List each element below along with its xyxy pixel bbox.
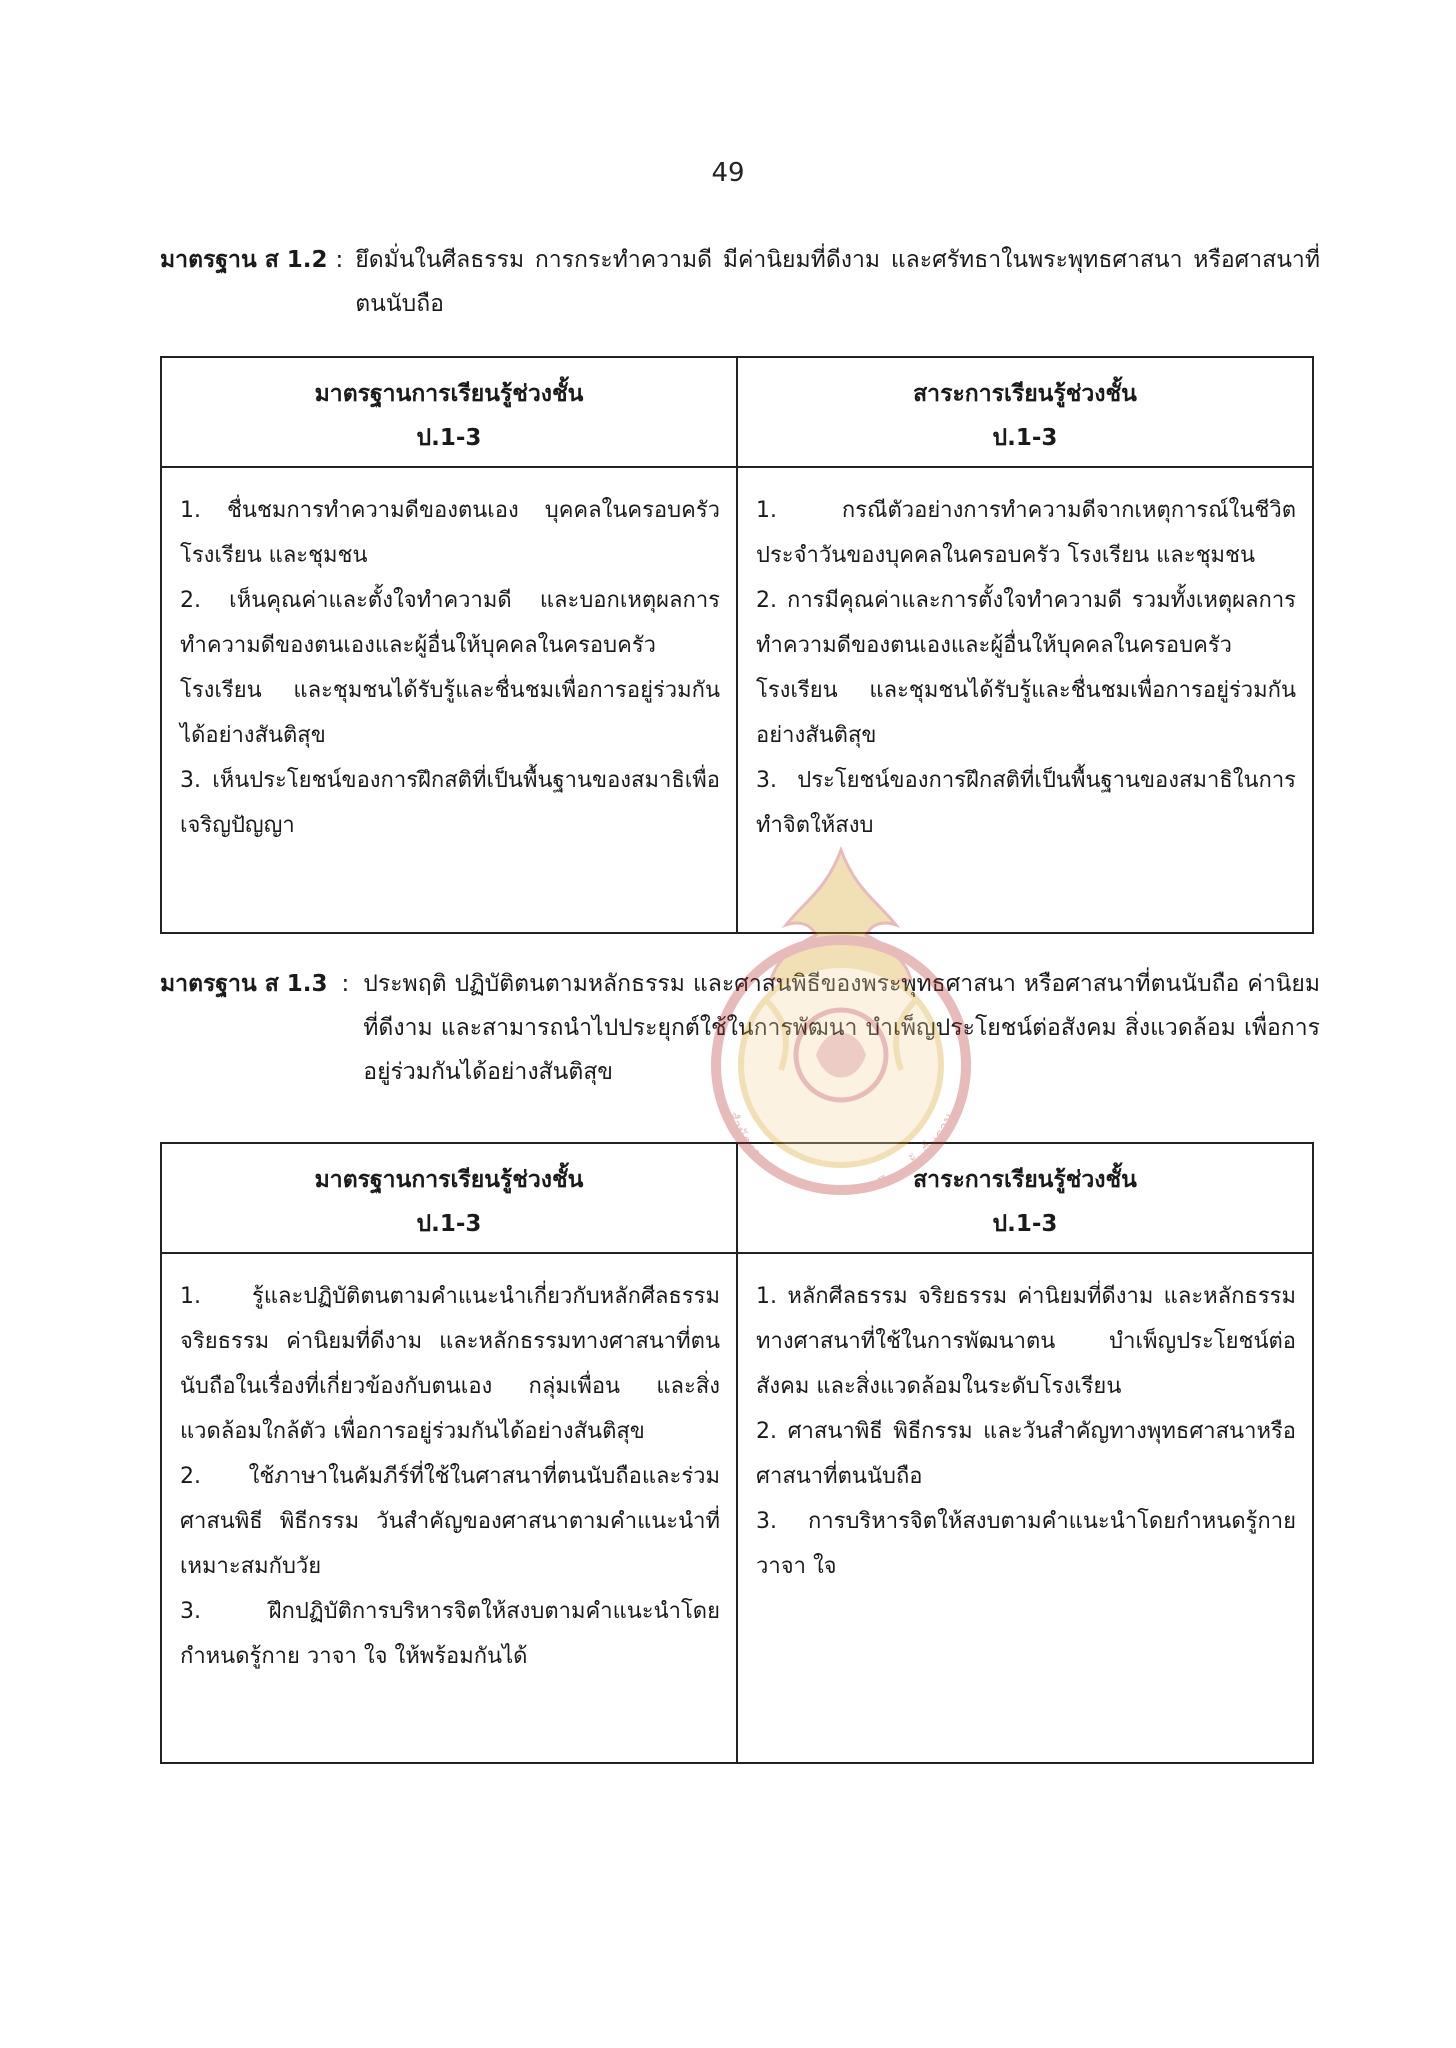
header-title: สาระการเรียนรู้ช่วงชั้น: [913, 1167, 1137, 1193]
table-header-row: [161, 1143, 1313, 1253]
header-learning-content: [737, 357, 1313, 467]
list-item: 2. การมีคุณค่าและการตั้งใจทำความดี รวมทั้งเหตุผลการทำความดีของตนเองและผู้อื่นให้บุคคลในครอบครัว โรงเรียน และชุมชนได้รับรู้และชื่นชมเพื่อการอยู่ร่วมกันอย่างสันติสุข: [756, 588, 1296, 748]
standard-label: มาตรฐาน ส 1.2: [160, 247, 328, 273]
emblem-text: สำนักงานคณะกรรมการการศึกษาขั้นพื้นฐาน: [723, 1109, 959, 1200]
header-title: มาตรฐานการเรียนรู้ช่วงชั้น: [314, 381, 584, 407]
standard-label: มาตรฐาน ส 1.3: [160, 971, 328, 997]
table-row: [161, 467, 1313, 933]
list-item: 2. ใช้ภาษาในคัมภีร์ที่ใช้ในศาสนาที่ตนนับถือและร่วมศาสนพิธี พิธีกรรม วันสำคัญของศาสนาตามคำแนะนำที่เหมาะสมกับวัย: [180, 1464, 720, 1579]
header-title: มาตรฐานการเรียนรู้ช่วงชั้น: [314, 1167, 584, 1193]
page-number: 49: [711, 158, 745, 188]
list-item: 3. การบริหารจิตให้สงบตามคำแนะนำโดยกำหนดรู้กาย วาจา ใจ: [756, 1509, 1296, 1579]
standard-colon: :: [335, 247, 344, 273]
header-learning-standard: [161, 357, 737, 467]
standard-1-2: [160, 238, 1320, 326]
header-learning-content: [737, 1143, 1313, 1253]
content-cell: [737, 467, 1313, 933]
header-grade: ป.1-3: [416, 1211, 482, 1237]
header-grade: ป.1-3: [992, 425, 1058, 451]
list-item: 1. กรณีตัวอย่างการทำความดีจากเหตุการณ์ในชีวิตประจำวันของบุคคลในครอบครัว โรงเรียน และชุมชน: [756, 498, 1296, 568]
header-grade: ป.1-3: [992, 1211, 1058, 1237]
list-item: 1. รู้และปฏิบัติตนตามคำแนะนำเกี่ยวกับหลักศีลธรรม จริยธรรม ค่านิยมที่ดีงาม และหลักธรรมทางศาสนาที่ตนนับถือในเรื่องที่เกี่ยวข้องกับตนเอง กลุ่มเพื่อน และสิ่งแวดล้อมใกล้ตัว เพื่อการอยู่ร่วมกันได้อย่างสันติสุข: [180, 1284, 720, 1444]
list-item: 2. ศาสนาพิธี พิธีกรรม และวันสำคัญทางพุทธศาสนาหรือศาสนาที่ตนนับถือ: [756, 1419, 1296, 1489]
content-cell: [737, 1253, 1313, 1763]
list-item: 2. เห็นคุณค่าและตั้งใจทำความดี และบอกเหตุผลการทำความดีของตนเองและผู้อื่นให้บุคคลในครอบครัว โรงเรียน และชุมชนได้รับรู้และชื่นชมเพื่อการอยู่ร่วมกันได้อย่างสันติสุข: [180, 588, 720, 748]
curriculum-table-1: [160, 356, 1314, 934]
list-item: 1. หลักศีลธรรม จริยธรรม ค่านิยมที่ดีงาม และหลักธรรมทางศาสนาที่ใช้ในการพัฒนาตน บำเพ็ญประโยชน์ต่อสังคม และสิ่งแวดล้อมในระดับโรงเรียน: [756, 1284, 1296, 1399]
curriculum-table-2: [160, 1142, 1314, 1764]
header-grade: ป.1-3: [416, 425, 482, 451]
table-header-row: [161, 357, 1313, 467]
list-item: 1. ชื่นชมการทำความดีของตนเอง บุคคลในครอบครัว โรงเรียน และชุมชน: [180, 498, 720, 568]
list-item: 3. ประโยชน์ของการฝึกสติที่เป็นพื้นฐานของสมาธิในการทำจิตให้สงบ: [756, 768, 1296, 838]
standards-cell: [161, 1253, 737, 1763]
list-item: 3. ฝึกปฏิบัติการบริหารจิตให้สงบตามคำแนะนำโดยกำหนดรู้กาย วาจา ใจ ให้พร้อมกันได้: [180, 1599, 720, 1669]
standard-colon: :: [341, 971, 350, 997]
standard-1-3: [160, 962, 1320, 1094]
standards-cell: [161, 467, 737, 933]
standard-text: ยึดมั่นในศีลธรรม การกระทำความดี มีค่านิยมที่ดีงาม และศรัทธาในพระพุทธศาสนา หรือศาสนาที่ตนนับถือ: [355, 247, 1320, 317]
header-title: สาระการเรียนรู้ช่วงชั้น: [913, 381, 1137, 407]
table-row: [161, 1253, 1313, 1763]
header-learning-standard: [161, 1143, 737, 1253]
standard-text: ประพฤติ ปฏิบัติตนตามหลักธรรม และศาสนพิธีของพระพุทธศาสนา หรือศาสนาที่ตนนับถือ ค่านิยมที่ดีงาม และสามารถนำไปประยุกต์ใช้ในการพัฒนา บำเพ็ญประโยชน์ต่อสังคม สิ่งแวดล้อม เพื่อการอยู่ร่วมกันได้อย่างสันติสุข: [363, 971, 1320, 1085]
list-item: 3. เห็นประโยชน์ของการฝึกสติที่เป็นพื้นฐานของสมาธิเพื่อเจริญปัญญา: [180, 768, 720, 838]
